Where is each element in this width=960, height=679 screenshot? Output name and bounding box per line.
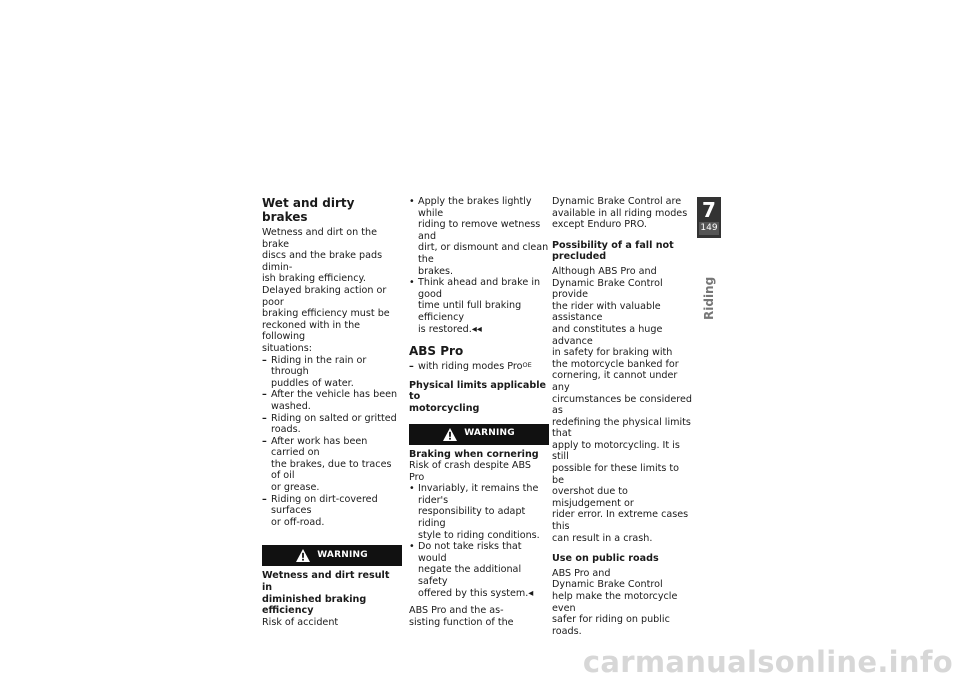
column-1 [262, 196, 402, 628]
warning-triangle-icon [296, 549, 310, 562]
chapter-tab [697, 197, 721, 238]
warning-title: Braking when cornering [409, 448, 539, 460]
paragraph: Although ABS Pro and Dynamic Brake Control provide the rider with valuable assistance and constitutes a huge advance in safety for braking with the motorcycle banked for cornering, it cannot under any circumstances be considered as redefining the physical limits that apply to motorcycling. It is still possible for these limits to be overshot due to misjudgement or rider error. In extreme cases this can result in a crash. [552, 265, 692, 544]
chapter-side-label: Riding [702, 276, 716, 320]
chapter-number: 7 [702, 198, 716, 222]
list-item: – Riding in the rain or through puddles of water. [262, 355, 402, 390]
list-item: – After work has been carried on the brakes, due to traces of oil or grease. [262, 436, 402, 494]
list-item: • Apply the brakes lightly while riding to remove wetness and dirt, or dismount and clean the brakes. [409, 196, 549, 277]
warning-title: Wetness and dirt result in diminished braking efficiency [262, 570, 390, 617]
subheading-fall-not-precluded: Possibility of a fall not precluded [552, 239, 674, 263]
warning-banner [409, 424, 549, 445]
column-3 [552, 196, 692, 637]
intro-paragraph: Wetness and dirt on the brake discs and the brake pads dimin- ish braking efficiency. Delayed braking action or poor braking efficiency must be reckoned with in the following situations: [262, 227, 390, 354]
subheading-physical-limits: Physical limits applicable to motorcycling [409, 379, 547, 414]
list-item: – with riding modes Pro$^{OE}$ [409, 361, 549, 373]
list-item: – Riding on salted or gritted roads. [262, 413, 402, 436]
section-heading-wet-dirty-brakes: Wet and dirty brakes [262, 196, 355, 224]
intro-paragraph: Dynamic Brake Control are available in all riding modes except Enduro PRO. [552, 196, 688, 231]
oe-superscript: OE [522, 361, 532, 370]
section-heading-abs-pro: ABS Pro [409, 344, 464, 359]
list-item: – After the vehicle has been washed. [262, 389, 402, 412]
watermark: carmanualsonline.info [582, 645, 953, 679]
list-item: • Think ahead and brake in good time until full braking efficiency is restored. ◂ ◂ [409, 277, 549, 335]
warning-banner [262, 545, 402, 566]
end-of-section-marker [477, 324, 482, 335]
list-item: • Invariably, it remains the rider's responsibility to adapt riding style to riding conditions. [409, 483, 549, 541]
list-item: • Do not take risks that would negate the additional safety offered by this system. ◂ [409, 541, 549, 599]
list-item: – Riding on dirt-covered surfaces or off-road. [262, 494, 402, 529]
warning-label: WARNING [317, 550, 368, 561]
end-of-section-marker [528, 588, 533, 599]
outro-paragraph: ABS Pro and the as- sisting function of the [409, 605, 514, 628]
column-2 [409, 196, 549, 628]
page-number: 149 [700, 223, 718, 233]
warning-text: Risk of crash despite ABS Pro [409, 460, 531, 483]
paragraph: ABS Pro and Dynamic Brake Control help make the motorcycle even safer for riding on public roads. [552, 567, 678, 637]
subheading-public-roads: Use on public roads [552, 553, 659, 565]
warning-triangle-icon [443, 428, 457, 441]
warning-label: WARNING [464, 428, 515, 439]
warning-text: Risk of accident [262, 616, 339, 628]
